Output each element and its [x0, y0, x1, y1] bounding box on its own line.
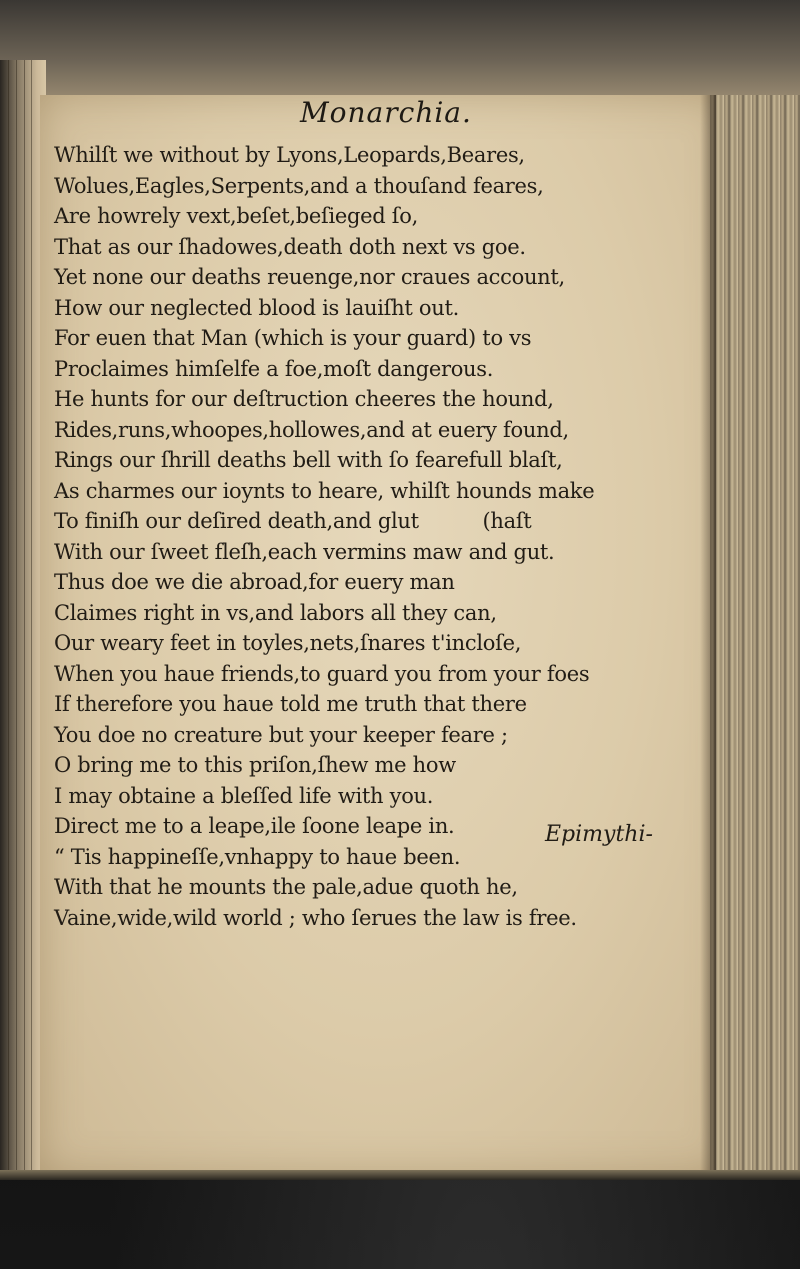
- verse-line: “ Tis happineſſe,vnhappy to haue been.: [54, 844, 461, 869]
- verse-line: You doe no creature but your keeper feare ;: [54, 722, 508, 747]
- verse-line: Are howrely vext,beſet,beſieged ſo,: [54, 204, 418, 228]
- page-stack-right: [710, 95, 800, 1180]
- verse-line: If therefore you haue told me truth that there: [54, 692, 527, 716]
- verse-line: When you haue friends,to guard you from your foes: [54, 661, 590, 686]
- verse-line: Our weary feet in toyles,nets,ſnares t'incloſe,: [54, 631, 522, 655]
- verse-line: Proclaimes himſelfe a foe,moſt dangerous.: [54, 356, 494, 381]
- verse-line: O bring me to this priſon,ſhew me how: [54, 753, 456, 777]
- verse-line: How our neglected blood is lauiſht out.: [54, 295, 459, 320]
- verse-line: I may obtaine a bleſſed life with you.: [54, 783, 434, 808]
- verse-line: With that he mounts the pale,adue quoth he,: [54, 875, 518, 899]
- verse-line: Rings our ſhrill deaths bell with ſo fearefull blaſt,: [54, 448, 563, 472]
- verse-line: Yet none our deaths reuenge,nor craues account,: [54, 265, 565, 289]
- verse-line: Direct me to a leape,ile ſoone leape in.: [54, 814, 455, 838]
- verse-line: Claimes right in vs,and labors all they can,: [54, 600, 497, 625]
- verse-line: Thus doe we die abroad,for euery man: [54, 570, 455, 594]
- verse-line: Whilſt we without by Lyons,Leopards,Beares,: [54, 143, 525, 167]
- verse-line: Rides,runs,whoopes,hollowes,and at euery found,: [54, 417, 569, 442]
- book-top-edge: [0, 0, 800, 110]
- verse-line: For euen that Man (which is your guard) to vs: [54, 326, 532, 350]
- catchword: Epimythi-: [545, 822, 653, 847]
- verse-line: Wolues,Eagles,Serpents,and a thouſand feares,: [54, 173, 544, 198]
- verse-line: As charmes our ioynts to heare, whilſt hounds make: [54, 478, 595, 503]
- verse-line: Vaine,wide,wild world ; who ſerues the law is free.: [54, 905, 577, 930]
- gutter-shadow: [700, 95, 716, 1180]
- book-bottom-edge: [0, 1170, 800, 1180]
- verse-line: With our ſweet fleſh,each vermins maw and gut.: [54, 539, 555, 564]
- running-head: Monarchia.: [300, 96, 472, 129]
- poem-text: [54, 140, 694, 933]
- verse-line: To finiſh our deſired death,and glut (haſt: [54, 509, 532, 533]
- verse-line: He hunts for our deſtruction cheeres the hound,: [54, 387, 554, 411]
- verse-line: That as our ſhadowes,death doth next vs goe.: [54, 234, 526, 259]
